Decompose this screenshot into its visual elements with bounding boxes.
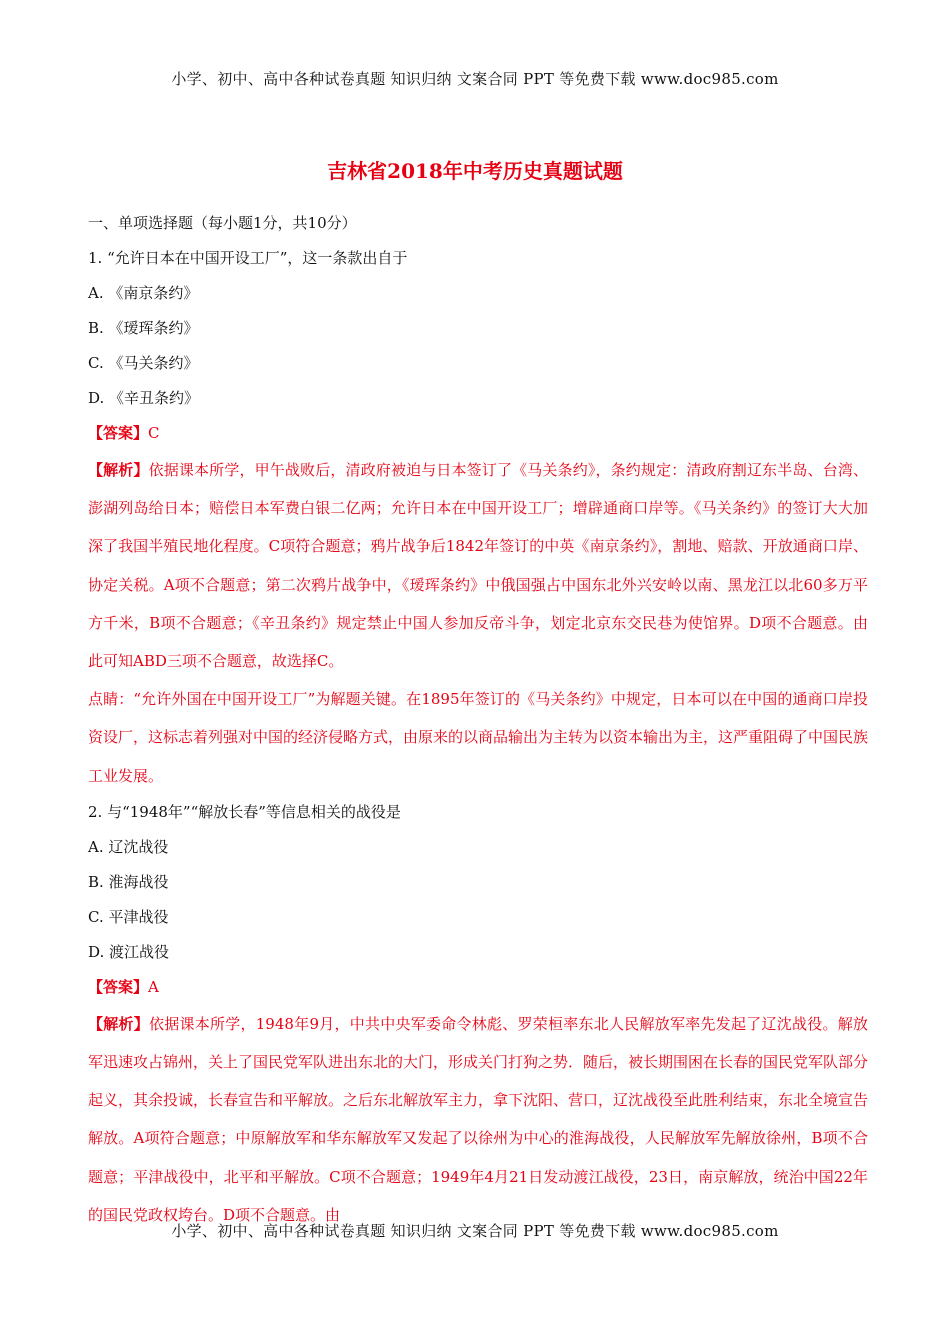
answer-tag: 【答案】: [88, 977, 149, 996]
option-a: A. 辽沈战役: [88, 837, 169, 856]
analysis-paragraph: [88, 1005, 868, 1234]
analysis-paragraph: [88, 451, 868, 680]
header-banner: 小学、初中、高中各种试卷真题 知识归纳 文案合同 PPT 等免费下载 www.doc985.com: [171, 70, 779, 88]
question-stem: 2. 与“1948年”“解放长春”等信息相关的战役是: [88, 802, 401, 821]
analysis-tag: 【解析】: [88, 461, 149, 479]
analysis-text: 依据课本所学，甲午战败后，清政府被迫与日本签订了《马关条约》，条约规定：清政府割辽东半岛、台湾、澎湖列岛给日本；赔偿日本军费白银二亿两；允许日本在中国开设工厂；增辟通商口岸等。《马关条约》的签订大大加深了我国半殖民地化程度。C项符合题意；鸦片战争后1842年签订的中英《南京条约》，割地、赔款、开放通商口岸、协定关税。A项不合题意；第二次鸦片战争中，《瑷珲条约》中俄国强占中国东北外兴安岭以南、黑龙江以北60多万平方千米，B项不合题意；《辛丑条约》规定禁止中国人参加反帝斗争，划定北京东交民巷为使馆界。D项不合题意。由此可知ABD三项不合题意，故选择C。: [88, 461, 868, 671]
page-title: 吉林省2018年中考历史真题试题: [327, 159, 623, 183]
answer-line: [88, 970, 868, 1005]
answer-value: C: [148, 424, 160, 442]
document-body: [88, 206, 868, 1234]
question-1: [88, 241, 868, 795]
footer-banner: 小学、初中、高中各种试卷真题 知识归纳 文案合同 PPT 等免费下载 www.doc985.com: [171, 1222, 779, 1240]
option-c: C. 《马关条约》: [88, 354, 199, 372]
option-b: B. 淮海战役: [88, 872, 169, 891]
tip-paragraph: 点睛：“允许外国在中国开设工厂”为解题关键。在1895年签订的《马关条约》中规定，日本可以在中国的通商口岸投资设厂，这标志着列强对中国的经济侵略方式，由原来的以商品输出为主转为以资本输出为主，这严重阻碍了中国民族工业发展。: [88, 690, 869, 785]
question-2: [88, 795, 868, 1234]
answer-tag: 【答案】: [88, 424, 149, 442]
analysis-text: 依据课本所学，1948年9月，中共中央军委命令林彪、罗荣桓率东北人民解放军率先发起了辽沈战役。解放军迅速攻占锦州，关上了国民党军队进出东北的大门，形成关门打狗之势．随后，被长期围困在长春的国民党军队部分起义，其余投诚，长春宣告和平解放。之后东北解放军主力，拿下沈阳、营口，辽沈战役至此胜利结束，东北全境宣告解放。A项符合题意；中原解放军和华东解放军又发起了以徐州为中心的淮海战役，人民解放军先解放徐州，B项不合题意；平津战役中，北平和平解放。C项不合题意；1949年4月21日发动渡江战役，23日，南京解放，统治中国22年的国民党政权垮台。D项不合题意。由: [88, 1014, 869, 1224]
section-heading: 一、单项选择题（每小题1分，共10分）: [88, 214, 357, 232]
option-c: C. 平津战役: [88, 907, 169, 926]
option-d: D. 《辛丑条约》: [88, 389, 200, 407]
answer-value: A: [148, 977, 159, 996]
option-b: B. 《瑷珲条约》: [88, 319, 199, 337]
analysis-tag: 【解析】: [88, 1014, 150, 1033]
answer-line: [88, 416, 868, 451]
option-d: D. 渡江战役: [88, 942, 170, 961]
question-stem: 1. “允许日本在中国开设工厂”，这一条款出自于: [88, 249, 408, 267]
option-a: A. 《南京条约》: [88, 284, 199, 302]
